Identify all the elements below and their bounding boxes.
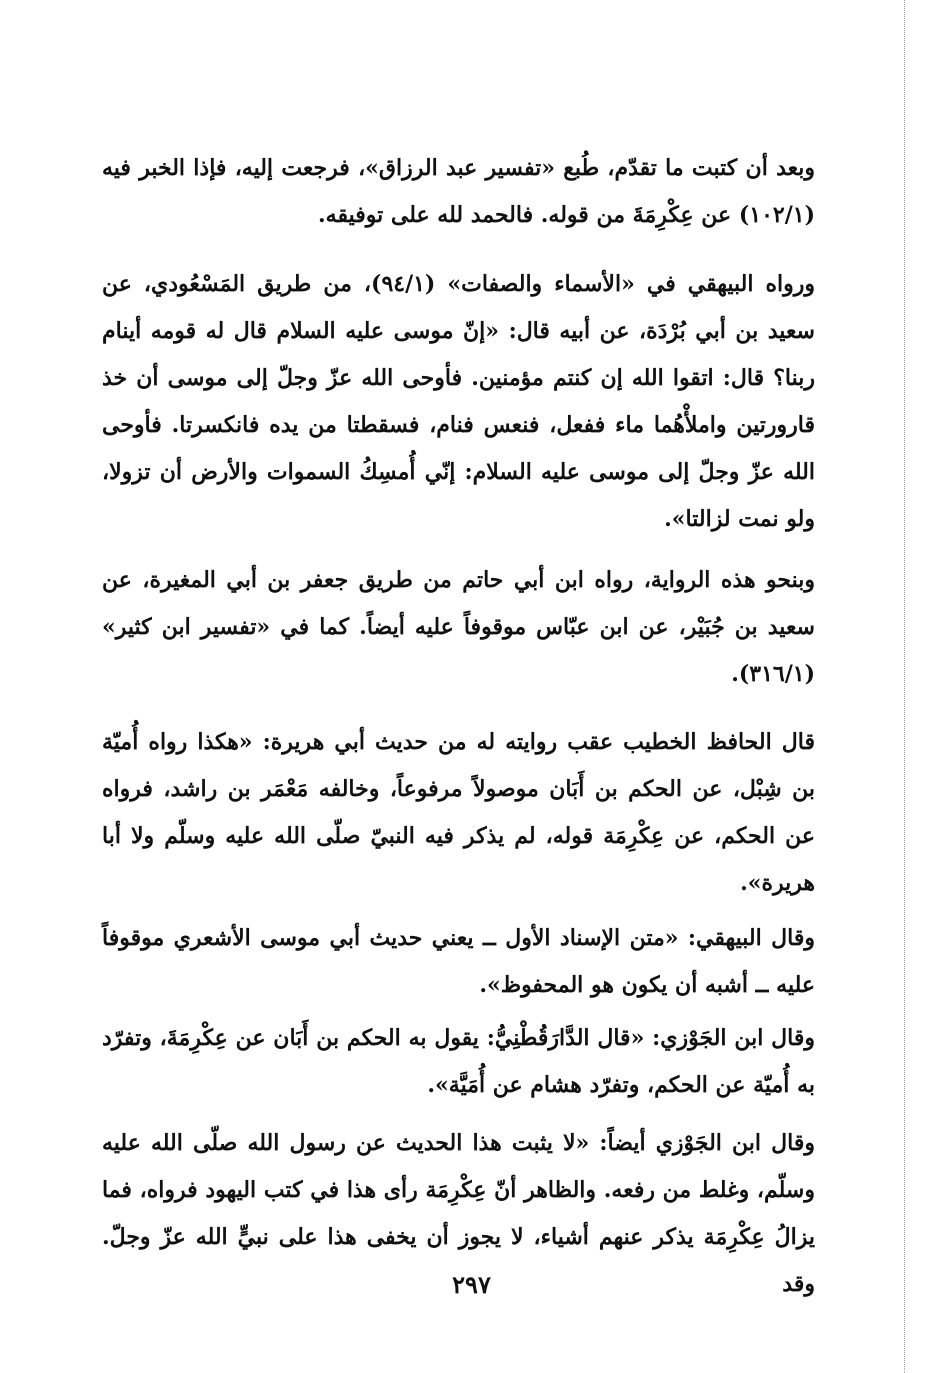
paragraph-bayhaqi-asma-sifat: ورواه البيهقي في «الأسماء والصفات» (٩٤/١)، من طريق المَسْعُودي، عن سعيد بن أبي بُرْدَة، عن أبيه قال: «إنّ موسى عليه السلام قال له قومه أينام ربنا؟ قال: اتقوا الله إن كنتم مؤمنين. فأوحى الله عزّ وجلّ إلى موسى أن خذ قارورتين واملأْهُما ماء ففعل، فنعس فنام، فسقطتا من يده فانكسرتا. فأوحى الله عزّ وجلّ إلى موسى عليه السلام: إنّي أُمسِكُ السموات والأرض أن تزولا، ولو نمت لزالتا». <box>102 271 815 532</box>
paragraph-bayhaqi-comment: وقال البيهقي: «متن الإسناد الأول ــ يعني حديث أبي موسى الأشعري موقوفاً عليه ــ أشبه أن يكون هو المحفوظ». <box>102 925 815 998</box>
paragraph-ibn-jawzi-also: وقال ابن الجَوْزي أيضاً: «لا يثبت هذا الحديث عن رسول الله صلّى الله عليه وسلّم، وغلط من رفعه. والظاهر أنّ عِكْرِمَة رأى هذا في كتب اليهود فرواه، فما يزالُ عِكْرِمَة يذكر عنهم أشياء، لا يجوز أن يخفى هذا على نبيٍّ الله عزّ وجلّ. وقد <box>102 1130 815 1297</box>
paragraph-tafsir-abd-al-razzaq: وبعد أن كتبت ما تقدّم، طُبع «تفسير عبد الرزاق»، فرجعت إليه، فإذا الخبر فيه (١٠٢/١) عن عِكْرِمَةَ من قوله. فالحمد لله على توفيقه. <box>102 155 815 228</box>
margin-dotted-line <box>904 0 905 1373</box>
page-number: ٢٩٧ <box>452 1270 491 1299</box>
paragraph-ibn-jawzi-daraqutni: وقال ابن الجَوْزي: «قال الدَّارَقُطْنِيُّ: يقول به الحكم بن أَبَان عن عِكْرِمَةَ، وتفرّد به أُميّة عن الحكم، وتفرّد هشام عن أُمَيَّة». <box>102 1025 815 1098</box>
paragraph-ibn-abi-hatim: وبنحو هذه الرواية، رواه ابن أبي حاتم من طريق جعفر بن أبي المغيرة، عن سعيد بن جُبَيْر، عن ابن عبّاس موقوفاً عليه أيضاً. كما في «تفسير ابن كثير» (٣١٦/١). <box>102 567 815 687</box>
paragraph-khatib-comment: قال الحافظ الخطيب عقب روايته له من حديث أبي هريرة: «هكذا رواه أُميّة بن شِبْل، عن الحكم بن أَبَان موصولاً مرفوعاً، وخالفه مَعْمَر بن راشد، فرواه عن الحكم، عن عِكْرِمَة قوله، لم يذكر فيه النبيّ صلّى الله عليه وسلّم ولا أبا هريرة». <box>102 729 815 896</box>
